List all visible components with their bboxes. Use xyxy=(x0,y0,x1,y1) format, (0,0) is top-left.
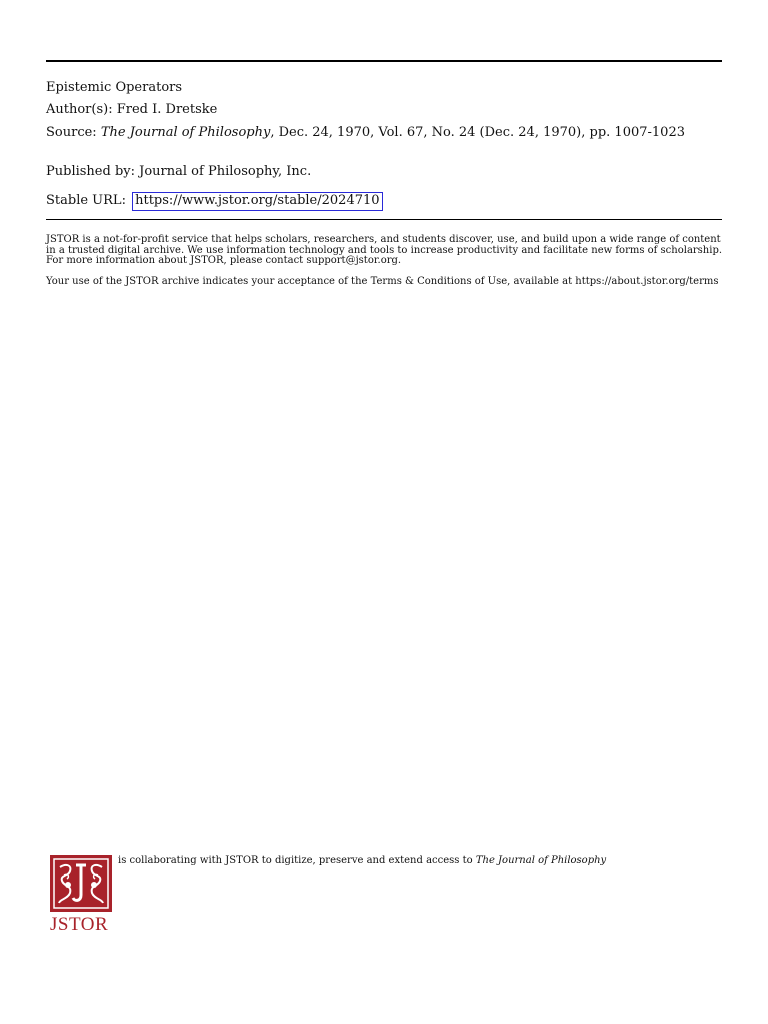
jstor-emblem-icon xyxy=(50,855,112,912)
terms-notice: Your use of the JSTOR archive indicates your acceptance of the Terms & Conditions of Use, available at https://about.jstor.org/terms xyxy=(46,276,719,287)
publisher-name: Journal of Philosophy, Inc. xyxy=(139,164,312,179)
top-rule xyxy=(46,60,722,62)
article-title-text: Epistemic Operators xyxy=(46,80,183,95)
journal-name: The Journal of Philosophy xyxy=(100,125,271,140)
source-label: Source: xyxy=(46,125,97,140)
stable-url-line xyxy=(46,192,726,211)
jstor-about-notice: JSTOR is a not-for-profit service that helps scholars, researchers, and students discover, use, and build upon a wide range of content in a trusted digital archive. We use information technology and tools to increase productivity and facilitate new forms of scholarship. For more information about JSTOR, please contact support@jstor.org. xyxy=(46,234,723,266)
collaboration-statement xyxy=(118,855,638,867)
stable-url-link[interactable]: https://www.jstor.org/stable/2024710 xyxy=(132,192,382,211)
collab-text: is collaborating with JSTOR to digitize, preserve and extend access to xyxy=(118,855,473,866)
jstor-wordmark: JSTOR xyxy=(50,914,109,935)
stable-url-label: Stable URL: xyxy=(46,193,126,208)
collab-journal-name: The Journal of Philosophy xyxy=(475,855,607,866)
section-rule xyxy=(46,219,722,220)
author-name: Fred I. Dretske xyxy=(116,102,218,117)
jstor-logo-mark-icon xyxy=(50,855,112,912)
author-label: Author(s): xyxy=(46,102,113,117)
source-line xyxy=(46,126,726,140)
jstor-logo xyxy=(50,855,114,935)
publisher-label: Published by: xyxy=(46,164,135,179)
publisher-line xyxy=(46,165,726,179)
author-line xyxy=(46,103,726,117)
source-details: , Dec. 24, 1970, Vol. 67, No. 24 (Dec. 24, 1970), pp. 1007-1023 xyxy=(270,125,685,140)
article-title xyxy=(46,81,726,95)
